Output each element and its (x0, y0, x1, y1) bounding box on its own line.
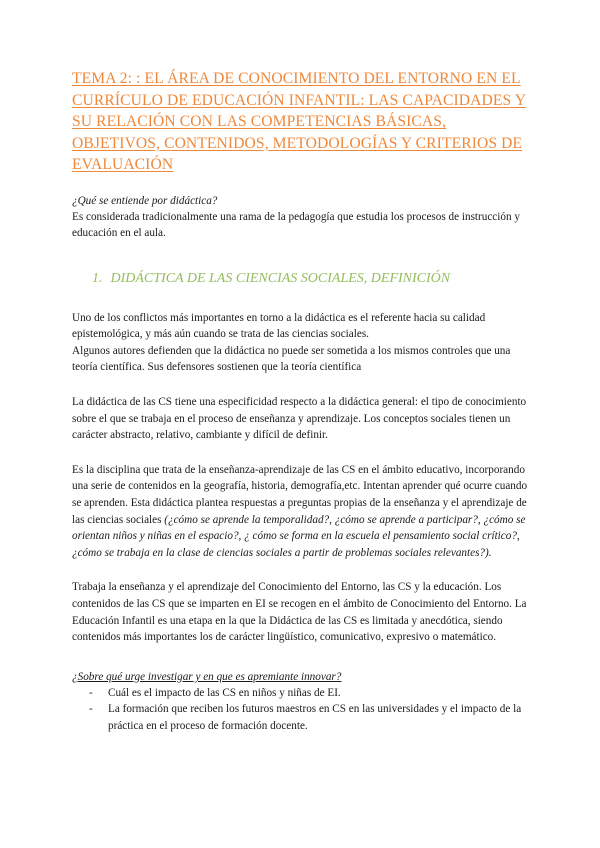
section-title: DIDÁCTICA DE LAS CIENCIAS SOCIALES, DEFINICIÓN (110, 270, 451, 286)
paragraph-3-questions: (¿cómo se aprende la temporalidad?, ¿cómo se aprende a participar?, ¿cómo se orientan niños y niñas en el espacio?, ¿ cómo se forma en la escuela el pensamiento social crítico?, ¿cómo se trabaja en la clase de ciencias sociales a partir de problemas sociales relevantes?). (72, 513, 526, 559)
paragraph-3-text: Es la disciplina que trata de la enseñanza-aprendizaje de las CS en el ámbito educativo, incorporando una serie de contenidos en la geografía, historia, demografía,etc. Intentan aprender qué ocurre cuando se aprenden. Esta didáctica plantea respuestas a preguntas propias de la enseñanza y el aprendizaje de las ciencias sociales (72, 463, 528, 526)
document-title: TEMA 2: : EL ÁREA DE CONOCIMIENTO DEL ENTORNO EN EL CURRÍCULO DE EDUCACIÓN INFANTIL: LAS CAPACIDADES Y SU RELACIÓN CON LAS COMPETENCIAS BÁSICAS, OBJETIVOS, CONTENIDOS, METODOLOGÍAS Y CRITERIOS DE EVALUACIÓN (72, 70, 527, 173)
research-list (72, 685, 534, 735)
section-number: 1. (92, 270, 103, 286)
document-page (72, 68, 534, 735)
list-item (72, 685, 534, 702)
section-heading-1 (92, 270, 534, 288)
intro-answer: Es considerada tradicionalmente una rama de la pedagogía que estudia los procesos de instrucción y educación en el aula. (72, 210, 520, 240)
paragraph-1-line-2: Algunos autores defienden que la didáctica no puede ser sometida a los mismos controles que una teoría científica. Sus defensores sostienen que la teoría científica (72, 344, 511, 374)
paragraph-3 (72, 462, 534, 562)
list-item-text: Cuál es el impacto de las CS en niños y niñas de EI. (108, 686, 341, 699)
research-question: ¿Sobre qué urge investigar y en que es apremiante innovar? (72, 670, 342, 683)
paragraph-1 (72, 310, 534, 376)
dash-bullet-icon: - (89, 703, 93, 716)
paragraph-4: Trabaja la enseñanza y el aprendizaje del Conocimiento del Entorno, las CS y la educación. Los contenidos de las CS que se imparten en EI se recogen en el ámbito de Conocimiento del Entorno. La Educación Infantil es una etapa en la que la Didáctica de las CS es limitada y anecdótica, siendo contenidos más importantes los de carácter lingüístico, comunicativo, expresivo o matemático. (72, 581, 527, 644)
intro-question: ¿Qué se entiende por didáctica? (72, 194, 218, 207)
list-item-text: La formación que reciben los futuros maestros en CS en las universidades y el impacto de la práctica en el proceso de formación docente. (108, 703, 522, 732)
list-item (72, 701, 534, 734)
dash-bullet-icon: - (89, 686, 93, 699)
paragraph-2: La didáctica de las CS tiene una especificidad respecto a la didáctica general: el tipo de conocimiento sobre el que se trabaja en el proceso de enseñanza y aprendizaje. Los conceptos sociales tienen un carácter abstracto, relativo, cambiante y difícil de definir. (72, 396, 527, 442)
paragraph-1-line-1: Uno de los conflictos más importantes en torno a la didáctica es el referente hacia su calidad epistemológica, y más aún cuando se trata de las ciencias sociales. (72, 311, 486, 341)
